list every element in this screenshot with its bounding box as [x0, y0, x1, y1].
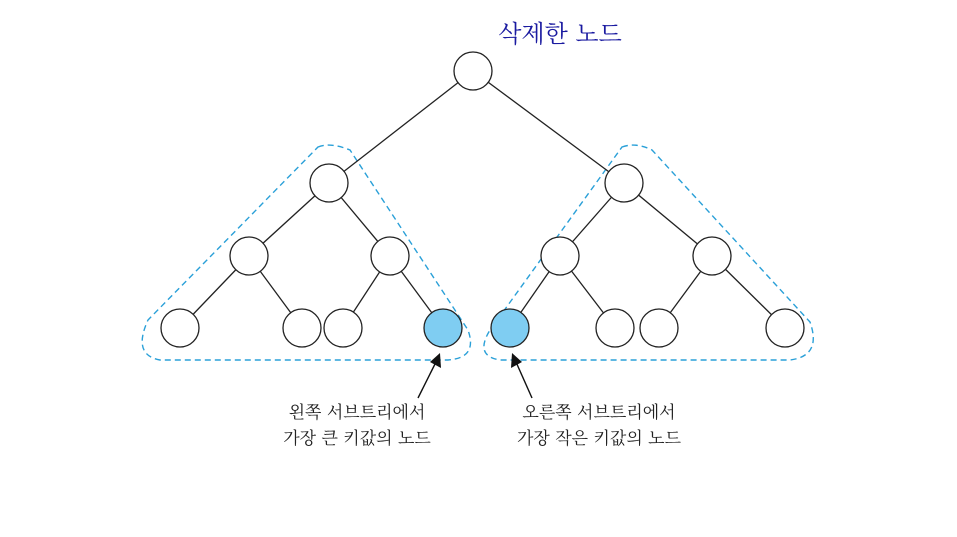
right-child-node — [605, 164, 643, 202]
left-max-key-node — [424, 309, 462, 347]
tree-edges — [180, 71, 785, 328]
leaf-node-2 — [283, 309, 321, 347]
right-arrowhead — [511, 353, 522, 368]
tree-nodes — [161, 52, 804, 347]
leaf-node-1 — [161, 309, 199, 347]
left-left-node — [230, 237, 268, 275]
left-caption-line2: 가장 큰 키값의 노드 — [283, 429, 431, 449]
right-right-node — [693, 237, 731, 275]
leaf-node-7 — [640, 309, 678, 347]
left-arrowhead — [430, 353, 441, 368]
edge-root-left — [329, 71, 473, 183]
edge-root-right — [473, 71, 624, 183]
leaf-node-6 — [596, 309, 634, 347]
diagram-title: 삭제한 노드 — [498, 20, 622, 48]
leaf-node-3 — [324, 309, 362, 347]
right-caption-line2: 가장 작은 키값의 노드 — [516, 429, 682, 449]
left-right-node — [371, 237, 409, 275]
right-left-node — [541, 237, 579, 275]
left-child-node — [310, 164, 348, 202]
right-caption-line1: 오른쪽 서브트리에서 — [522, 403, 676, 423]
right-min-key-node — [491, 309, 529, 347]
leaf-node-8 — [766, 309, 804, 347]
deleted-node — [454, 52, 492, 90]
left-caption-line1: 왼쪽 서브트리에서 — [288, 403, 426, 423]
